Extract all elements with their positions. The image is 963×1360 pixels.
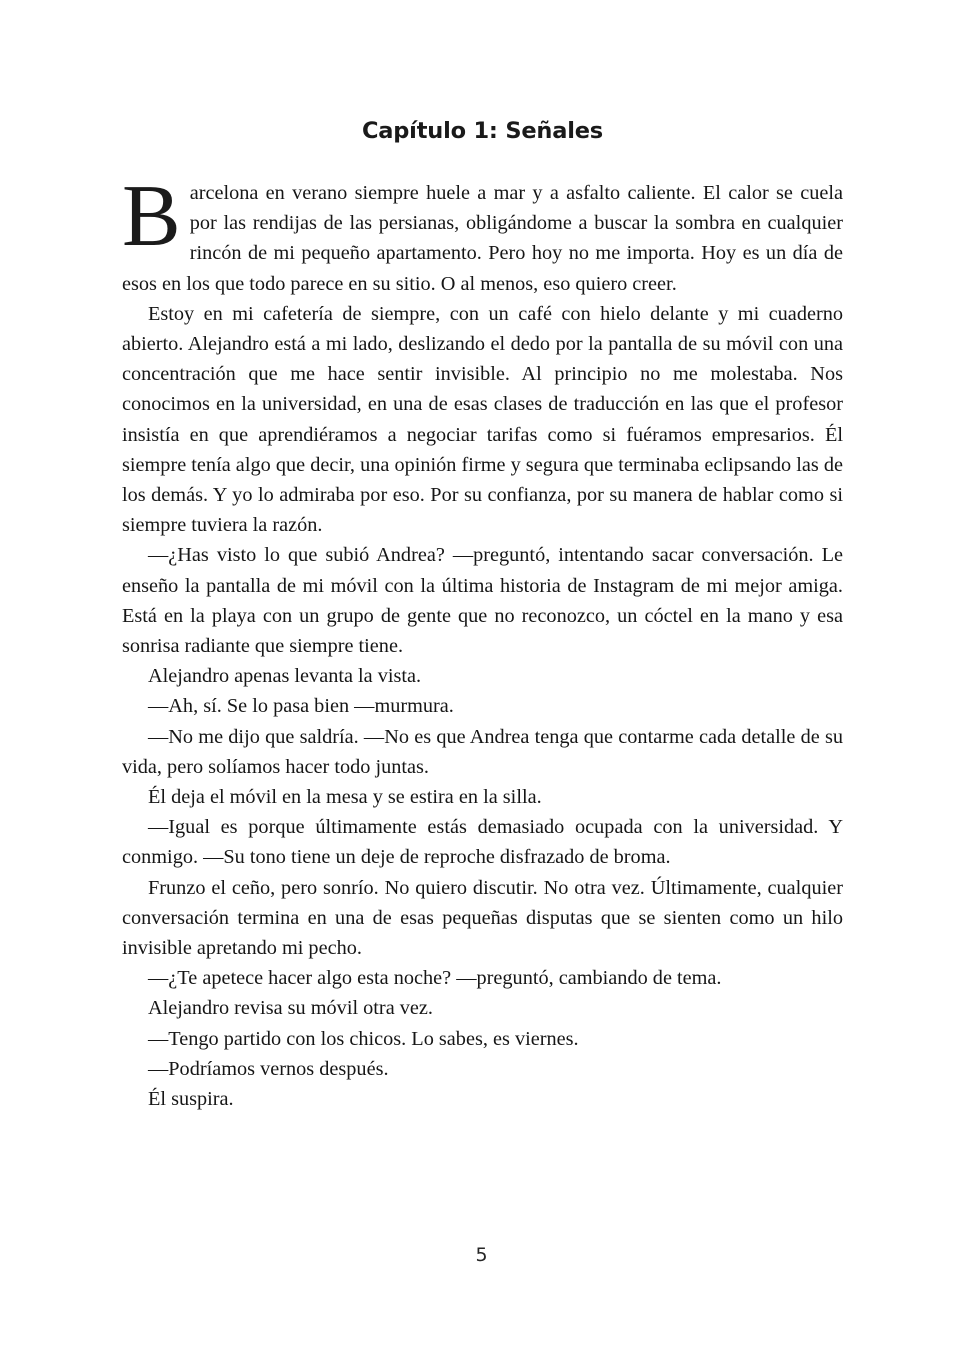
drop-cap-letter: B [122, 168, 181, 265]
paragraph-14: Él suspira. [148, 1088, 234, 1111]
paragraph-1-text: arcelona en verano siempre huele a mar y a asfalto caliente. El calor se cuela por las rendijas de las persianas, obligándome a buscar la sombra en cualquier rincón de mi pequeño apartamento. Pero hoy no me importa. Hoy es un día de esos en los que todo parece en su sitio. O al menos, eso quiero creer. [122, 182, 843, 295]
paragraph-8: —Igual es porque últimamente estás demasiado ocupada con la universidad. Y conmigo. —Su tono tiene un deje de reproche disfrazado de broma. [122, 816, 843, 869]
paragraph-3: —¿Has visto lo que subió Andrea? —preguntó, intentando sacar conversación. Le enseño la pantalla de mi móvil con la última historia de Instagram de mi mejor amiga. Está en la playa con un grupo de gente que no reconozco, un cóctel en la mano y esa sonrisa radiante que siempre tiene. [122, 544, 843, 658]
paragraph-9: Frunzo el ceño, pero sonrío. No quiero discutir. No otra vez. Últimamente, cualquier conversación termina en una de esas pequeñas disputas que se sienten como un hilo invisible apretando mi pecho. [122, 876, 843, 960]
body-text-block [122, 168, 843, 1114]
paragraph-13: —Podríamos vernos después. [148, 1057, 389, 1080]
paragraph-4: Alejandro apenas levanta la vista. [148, 665, 422, 688]
paragraph-5: —Ah, sí. Se lo pasa bien —murmura. [148, 695, 454, 718]
paragraph-11: Alejandro revisa su móvil otra vez. [148, 997, 433, 1020]
paragraph-2: Estoy en mi cafetería de siempre, con un café con hielo delante y mi cuaderno abierto. Alejandro está a mi lado, deslizando el dedo por la pantalla de su móvil con una concentración que me hace sentir invisible. Al principio no me molestaba. Nos conocimos en la universidad, en una de esas clases de traducción en las que el profesor insistía en que aprendiéramos a negociar tarifas como si fuéramos empresarios. Él siempre tenía algo que decir, una opinión firme y segura que terminaba eclipsando las de los demás. Y yo lo admiraba por eso. Por su confianza, por su manera de hablar como si siempre tuviera la razón. [122, 302, 843, 537]
chapter-title: Capítulo 1: Señales [361, 118, 603, 144]
paragraph-12: —Tengo partido con los chicos. Lo sabes, es viernes. [148, 1027, 579, 1050]
page-number: 5 [475, 1244, 488, 1266]
paragraph-7: Él deja el móvil en la mesa y se estira en la silla. [148, 786, 542, 809]
page-content [122, 0, 843, 1360]
paragraph-6: —No me dijo que saldría. —No es que Andrea tenga que contarme cada detalle de su vida, pero solíamos hacer todo juntas. [122, 725, 843, 778]
paragraph-10: —¿Te apetece hacer algo esta noche? —preguntó, cambiando de tema. [148, 967, 722, 990]
paragraph-1 [122, 168, 843, 299]
